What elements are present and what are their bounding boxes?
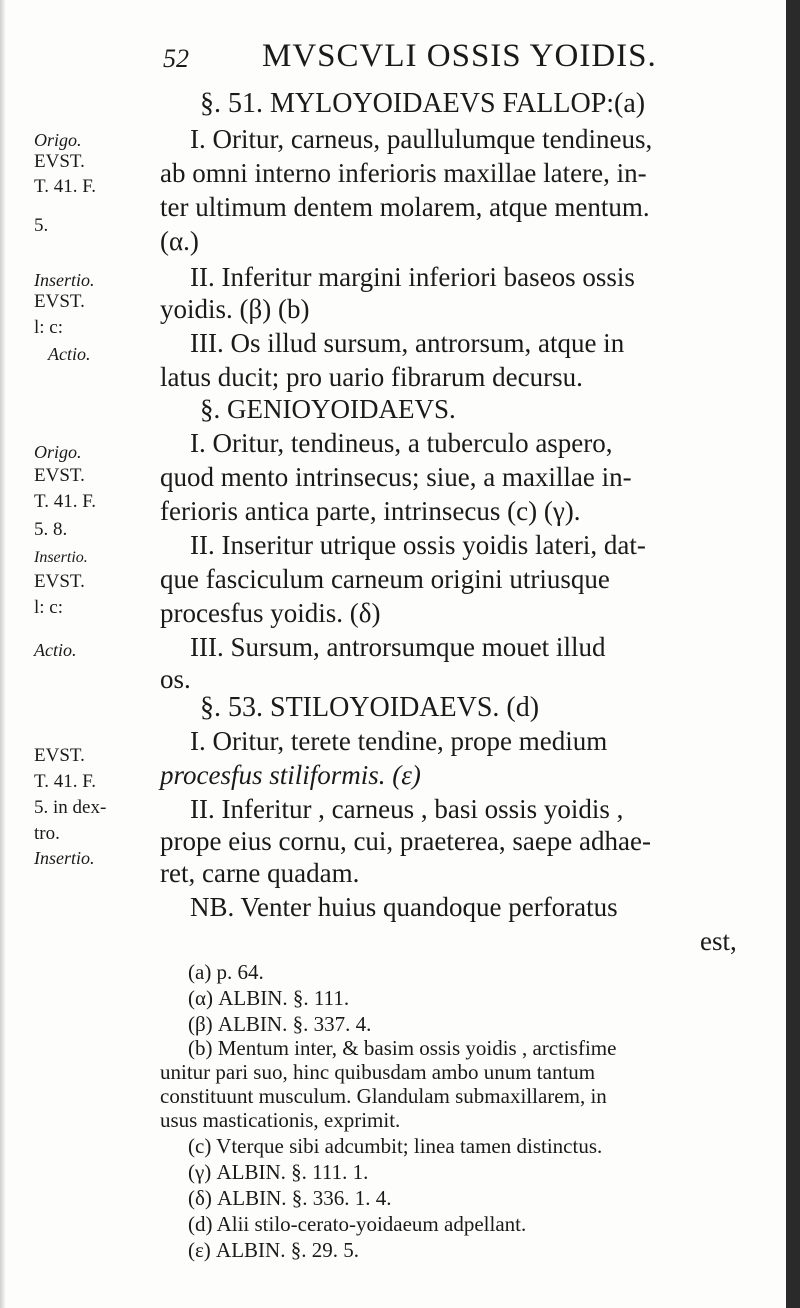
- text-line: NB. Venter huius quandoque perforatus: [190, 892, 618, 922]
- margin-note: EVST.: [34, 571, 85, 592]
- text-line: II. Inferitur , carneus , basi ossis yoidis ,: [190, 794, 624, 824]
- section-heading: §. 53. STILOYOIDAEVS. (d): [200, 692, 540, 723]
- text-line: quod mento intrinsecus; siue, a maxillae in-: [160, 462, 632, 492]
- margin-note: T. 41. F.: [34, 491, 96, 512]
- footnote: (δ) ALBIN. §. 336. 1. 4.: [188, 1186, 392, 1210]
- text-line: ferioris antica parte, intrinsecus (c) (γ).: [160, 496, 581, 526]
- footnote: constituunt musculum. Glandulam submaxillarem, in: [160, 1084, 607, 1108]
- text-line: os.: [160, 664, 191, 694]
- margin-note: EVST.: [34, 465, 85, 486]
- text-line: est,: [700, 926, 737, 956]
- margin-note: Insertio.: [34, 848, 95, 868]
- margin-note: 5. in dex-: [34, 797, 107, 818]
- text-line: II. Inferitur margini inferiori baseos ossis: [190, 262, 635, 292]
- text-line: III. Os illud sursum, antrorsum, atque in: [190, 328, 625, 358]
- text-line: III. Sursum, antrorsumque mouet illud: [190, 632, 606, 662]
- margin-note: Origo.: [34, 130, 82, 150]
- margin-note: Actio.: [34, 640, 77, 660]
- running-title: MVSCVLI OSSIS YOIDIS.: [262, 38, 657, 74]
- text-line: II. Inseritur utrique ossis yoidis lateri, dat-: [190, 530, 646, 560]
- margin-note: Insertio.: [34, 549, 88, 566]
- footnote: (b) Mentum inter, & basim ossis yoidis , arctisfime: [188, 1036, 617, 1060]
- footnote: (d) Alii stilo-cerato-yoidaeum adpellant.: [188, 1212, 527, 1236]
- text-line: que fasciculum carneum origini utriusque: [160, 564, 610, 594]
- text-line: (α.): [160, 226, 199, 256]
- section-heading: §. GENIOYOIDAEVS.: [200, 394, 456, 424]
- footnote: (ε) ALBIN. §. 29. 5.: [188, 1238, 359, 1262]
- margin-note: l: c:: [34, 317, 64, 338]
- margin-note: T. 41. F.: [34, 771, 96, 792]
- text-line: I. Oritur, carneus, paullulumque tendineus,: [190, 124, 653, 154]
- margin-note: Insertio.: [34, 270, 95, 290]
- page-gutter-shadow: [0, 0, 6, 1308]
- text-line: yoidis. (β) (b): [160, 294, 310, 324]
- text-line: procesfus yoidis. (δ): [160, 598, 381, 628]
- margin-note: EVST.: [34, 745, 85, 766]
- text-line: ab omni interno inferioris maxillae latere, in-: [160, 158, 647, 188]
- text-line: prope eius cornu, cui, praeterea, saepe adhae-: [160, 826, 651, 856]
- footnote: (c) Vterque sibi adcumbit; linea tamen distinctus.: [188, 1134, 603, 1158]
- margin-note: T. 41. F.: [34, 176, 96, 197]
- text-line: latus ducit; pro uario fibrarum decursu.: [160, 362, 583, 392]
- text-line: I. Oritur, tendineus, a tuberculo aspero,: [190, 428, 613, 458]
- margin-note: tro.: [34, 823, 60, 844]
- margin-note: Actio.: [48, 344, 91, 364]
- footnote: (β) ALBIN. §. 337. 4.: [188, 1012, 372, 1036]
- footnote: unitur pari suo, hinc quibusdam ambo unum tantum: [160, 1060, 596, 1084]
- footnote: (a) p. 64.: [188, 960, 264, 984]
- margin-note: Origo.: [34, 442, 82, 462]
- footnote: (γ) ALBIN. §. 111. 1.: [188, 1160, 369, 1184]
- margin-note: 5.: [34, 215, 49, 236]
- page-number: 52: [163, 44, 189, 73]
- text-line: ter ultimum dentem molarem, atque mentum.: [160, 192, 650, 222]
- margin-note: EVST.: [34, 291, 85, 312]
- text-line: procesfus stiliformis. (ε): [160, 760, 421, 790]
- footnote: (α) ALBIN. §. 111.: [188, 986, 350, 1010]
- text-line: ret, carne quadam.: [160, 858, 360, 888]
- margin-note: 5. 8.: [34, 519, 68, 540]
- margin-note: l: c:: [34, 597, 64, 618]
- footnote: usus masticationis, exprimit.: [160, 1108, 401, 1132]
- margin-note: EVST.: [34, 151, 85, 172]
- section-heading: §. 51. MYLOYOIDAEVS FALLOP:(a): [200, 88, 646, 119]
- text-line: I. Oritur, terete tendine, prope medium: [190, 726, 608, 756]
